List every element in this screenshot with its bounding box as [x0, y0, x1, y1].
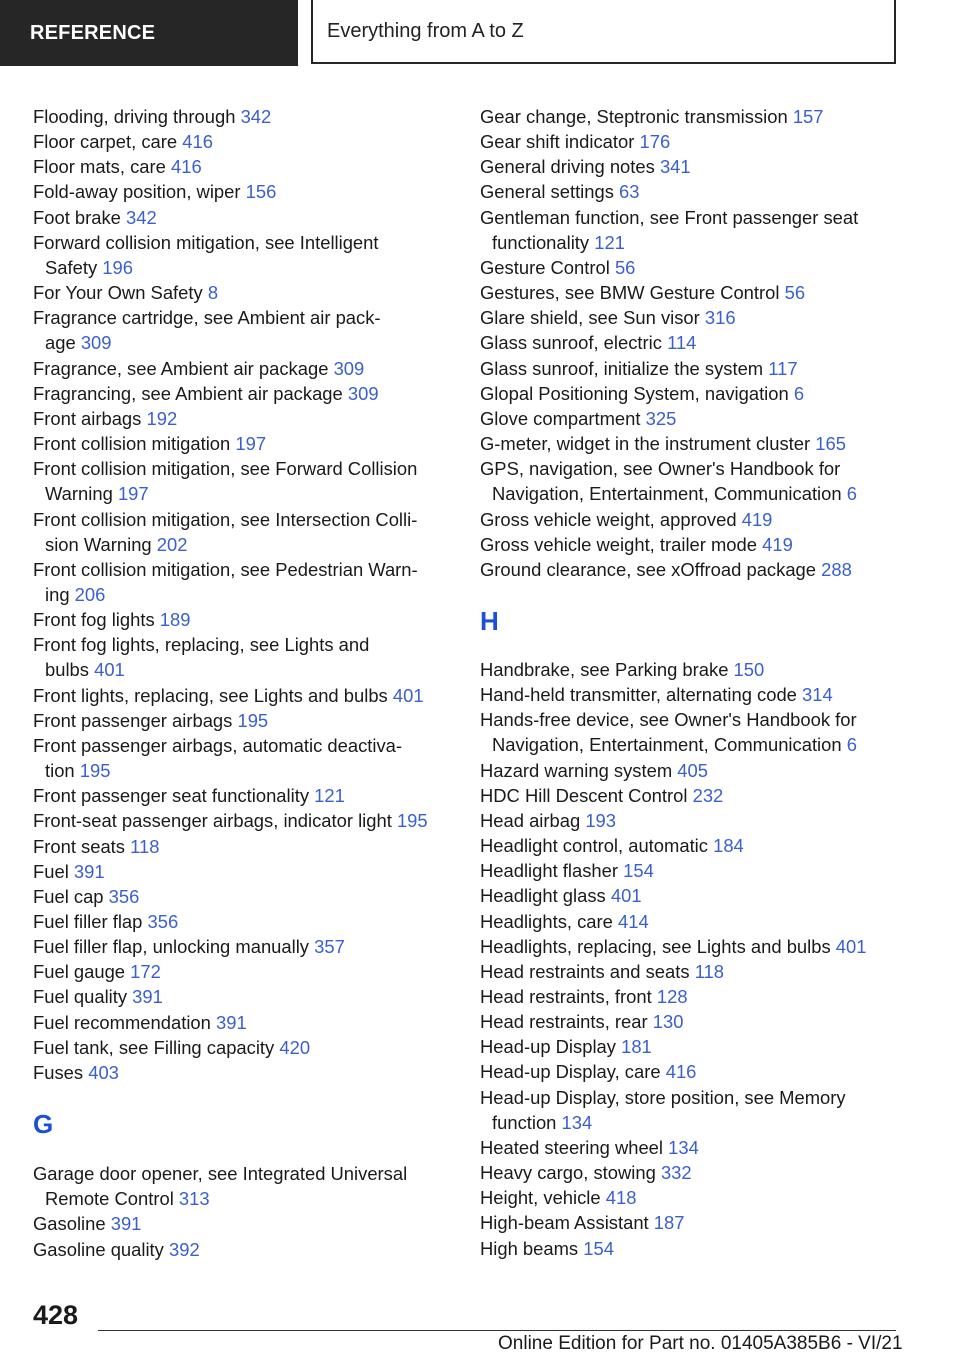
index-entry: [480, 406, 900, 431]
page-reference-link[interactable]: 314: [802, 684, 833, 706]
entry-term: Hand-held transmitter, alternating code: [480, 684, 797, 706]
page-reference-link[interactable]: 63: [619, 181, 640, 203]
entry-term: Gestures, see BMW Gesture Control: [480, 282, 780, 304]
index-entry: [480, 883, 900, 908]
entry-term: Front-seat passenger airbags, indicator light: [33, 810, 392, 832]
index-entry: [33, 381, 453, 406]
index-entry: [480, 205, 900, 255]
entry-term: Head airbag: [480, 809, 581, 831]
entry-term: Head restraints, rear: [480, 1011, 648, 1033]
index-entry: [33, 884, 453, 909]
entry-term: Navigation, Entertainment, Communication: [492, 734, 842, 756]
index-entry: [480, 783, 900, 808]
entry-term: Headlights, replacing, see Lights and bulbs: [480, 935, 831, 957]
page-reference-link[interactable]: 134: [668, 1136, 699, 1158]
entry-term: Front collision mitigation: [33, 433, 231, 455]
edition-note: Online Edition for Part no. 01405A385B6 - VI/21: [498, 1333, 903, 1354]
entry-term: Gasoline: [33, 1213, 106, 1235]
entry-term: Floor mats, care: [33, 156, 166, 178]
entry-term: Fragrance cartridge, see Ambient air pack-: [33, 307, 381, 329]
index-entry: [33, 1060, 453, 1085]
index-list-h: [480, 657, 900, 1261]
page-reference-link[interactable]: 118: [694, 960, 725, 982]
page-reference-link[interactable]: 309: [347, 382, 379, 404]
index-entry: [33, 507, 453, 557]
entry-term: Fuel filler flap, unlocking manually: [33, 936, 309, 958]
index-entry: [480, 657, 900, 682]
index-entry: [33, 607, 453, 632]
entry-term: Front passenger airbags, automatic deactiva-: [33, 734, 403, 756]
entry-term: Gesture Control: [480, 256, 610, 278]
page-reference-link[interactable]: 176: [639, 131, 671, 153]
page-reference-link[interactable]: 332: [660, 1162, 692, 1184]
entry-term: Gear shift indicator: [480, 131, 635, 153]
index-entry: [33, 154, 453, 179]
page-reference-link[interactable]: 197: [235, 433, 267, 455]
entry-term: High-beam Assistant: [480, 1212, 649, 1234]
entry-term: Head restraints and seats: [480, 960, 690, 982]
index-entry: [480, 280, 900, 305]
entry-term: Glove compartment: [480, 407, 641, 429]
page-reference-link[interactable]: 172: [130, 961, 161, 983]
entry-term: Handbrake, see Parking brake: [480, 658, 729, 680]
page-reference-link[interactable]: 342: [126, 206, 157, 228]
page-reference-link[interactable]: 416: [665, 1061, 697, 1083]
index-entry: [33, 1161, 453, 1211]
index-entry: [480, 1059, 900, 1084]
index-entry: [33, 205, 453, 230]
entry-term: Front seats: [33, 835, 125, 857]
index-entry: [33, 733, 453, 783]
index-entry: [480, 356, 900, 381]
index-entry: [480, 532, 900, 557]
entry-term: Head restraints, front: [480, 986, 652, 1007]
index-entry: [33, 984, 453, 1009]
page-number: 428: [33, 1300, 79, 1330]
index-entry: [33, 557, 453, 607]
index-entry: [480, 1009, 900, 1034]
index-entry: [480, 1236, 900, 1261]
index-entry: [33, 783, 453, 808]
index-entry: [480, 255, 900, 280]
chapter-title: Everything from A to Z: [311, 0, 896, 64]
entry-term: Fuel cap: [33, 885, 104, 907]
index-entry: [480, 758, 900, 783]
section-tab: REFERENCE: [0, 0, 298, 66]
index-entry: [480, 707, 900, 757]
entry-term: Hands-free device, see Owner's Handbook for: [480, 709, 857, 731]
entry-term: Headlights, care: [480, 910, 613, 932]
index-entry: [33, 834, 453, 859]
page-reference-link[interactable]: 391: [216, 1011, 247, 1033]
page-reference-link[interactable]: 181: [621, 1036, 652, 1058]
entry-term: Front airbags: [33, 407, 142, 429]
index-entry: [33, 632, 453, 682]
page-reference-link[interactable]: 313: [178, 1188, 210, 1210]
entry-term: Fuel: [33, 860, 69, 882]
index-entry: [480, 431, 900, 456]
page-reference-link[interactable]: 157: [792, 106, 824, 127]
page-reference-link[interactable]: 391: [110, 1213, 142, 1235]
page-reference-link[interactable]: 195: [237, 709, 269, 731]
index-entry: [33, 1237, 453, 1262]
entry-term: Height, vehicle: [480, 1187, 601, 1209]
index-entry: [480, 959, 900, 984]
entry-term: Glare shield, see Sun visor: [480, 307, 700, 329]
page-reference-link[interactable]: 195: [79, 760, 111, 782]
index-entry: [33, 708, 453, 733]
entry-term: Remote Control: [45, 1188, 174, 1210]
page-reference-link[interactable]: 195: [396, 810, 428, 832]
entry-term: Headlight flasher: [480, 860, 619, 882]
index-entry: [33, 1035, 453, 1060]
page-reference-link[interactable]: 309: [80, 332, 112, 354]
entry-term: Head-up Display: [480, 1036, 616, 1058]
page-reference-link[interactable]: 342: [240, 106, 272, 127]
letter-heading-h: H: [480, 605, 499, 636]
index-entry: [480, 1210, 900, 1235]
entry-term: Hazard warning system: [480, 759, 673, 781]
page-reference-link[interactable]: 118: [130, 835, 160, 857]
index-entry: [480, 456, 900, 506]
entry-term: Ground clearance, see xOffroad package: [480, 558, 817, 580]
entry-term: Safety: [45, 256, 98, 278]
page-reference-link[interactable]: 114: [667, 332, 697, 354]
page-reference-link[interactable]: 420: [279, 1036, 311, 1058]
entry-term: Front lights, replacing, see Lights and bulbs: [33, 684, 388, 706]
entry-term: Heavy cargo, stowing: [480, 1162, 656, 1184]
index-entry: [33, 859, 453, 884]
entry-term: tion: [45, 760, 75, 782]
entry-term: Gasoline quality: [33, 1238, 164, 1260]
page-reference-link[interactable]: 6: [846, 734, 857, 756]
page-reference-link[interactable]: 309: [333, 357, 365, 379]
entry-term: Foot brake: [33, 206, 121, 228]
page-reference-link[interactable]: 401: [835, 935, 867, 957]
letter-heading-g: G: [33, 1109, 54, 1140]
page-reference-link[interactable]: 189: [159, 609, 191, 631]
entry-term: Front fog lights: [33, 609, 155, 631]
entry-term: Headlight control, automatic: [480, 835, 708, 857]
entry-term: Head-up Display, care: [480, 1061, 661, 1083]
entry-term: Fragrance, see Ambient air package: [33, 357, 329, 379]
entry-term: bulbs: [45, 659, 89, 681]
page-reference-link[interactable]: 401: [94, 659, 125, 681]
page-reference-link[interactable]: 392: [168, 1238, 200, 1260]
index-entry: [33, 1211, 453, 1236]
entry-term: Head-up Display, store position, see Memory: [480, 1086, 846, 1108]
index-entry: [480, 1160, 900, 1185]
entry-term: Glopal Positioning System, navigation: [480, 382, 789, 404]
page-reference-link[interactable]: 192: [146, 407, 178, 429]
entry-term: Heated steering wheel: [480, 1136, 663, 1158]
entry-term: Fold-away position, wiper: [33, 181, 241, 203]
entry-term: Front collision mitigation, see Intersection Colli-: [33, 508, 418, 530]
page-reference-link[interactable]: 357: [314, 936, 345, 958]
entry-term: Front collision mitigation, see Forward Collision: [33, 458, 418, 480]
index-entry: [480, 381, 900, 406]
index-entry: [33, 808, 453, 833]
page-reference-link[interactable]: 416: [182, 131, 213, 153]
index-entry: [33, 129, 453, 154]
index-entry: [33, 406, 453, 431]
entry-term: Gross vehicle weight, approved: [480, 508, 737, 530]
page-reference-link[interactable]: 316: [704, 307, 736, 329]
page-header: [0, 0, 960, 66]
entry-term: sion Warning: [45, 533, 152, 555]
index-entry: [480, 154, 900, 179]
page-reference-link[interactable]: 356: [108, 885, 140, 907]
page-reference-link[interactable]: 121: [594, 231, 625, 253]
page-reference-link[interactable]: 56: [614, 256, 636, 278]
index-entry: [480, 1185, 900, 1210]
page-reference-link[interactable]: 154: [583, 1237, 614, 1259]
index-entry: [480, 909, 900, 934]
page-reference-link[interactable]: 117: [768, 357, 798, 379]
page-reference-link[interactable]: 6: [846, 483, 857, 505]
page-reference-link[interactable]: 165: [815, 433, 846, 455]
entry-term: Fuel recommendation: [33, 1011, 211, 1033]
page-reference-link[interactable]: 184: [713, 835, 744, 857]
entry-term: General driving notes: [480, 156, 655, 178]
entry-term: G-meter, widget in the instrument cluster: [480, 433, 811, 455]
index-entry: [480, 330, 900, 355]
index-entry: [480, 305, 900, 330]
index-list-g-cont: [480, 104, 900, 582]
entry-term: Floor carpet, care: [33, 131, 178, 153]
page-reference-link[interactable]: 419: [762, 533, 793, 555]
index-entry: [33, 280, 453, 305]
entry-term: Fuel tank, see Filling capacity: [33, 1036, 275, 1058]
index-entry: [33, 356, 453, 381]
entry-term: Flooding, driving through: [33, 106, 236, 127]
page-reference-link[interactable]: 401: [610, 885, 642, 907]
page-reference-link[interactable]: 202: [156, 533, 188, 555]
index-entry: [480, 1034, 900, 1059]
index-entry: [33, 683, 453, 708]
entry-term: HDC Hill Descent Control: [480, 784, 688, 806]
index-entry: [33, 230, 453, 280]
index-entry: [33, 456, 453, 506]
index-entry: [33, 909, 453, 934]
page-reference-link[interactable]: 130: [652, 1011, 684, 1033]
index-entry: [480, 984, 900, 1009]
entry-term: Garage door opener, see Integrated Universal: [33, 1163, 408, 1185]
page-reference-link[interactable]: 391: [73, 860, 105, 882]
index-entry: [480, 179, 900, 204]
page-reference-link[interactable]: 414: [618, 910, 649, 932]
entry-term: High beams: [480, 1237, 579, 1259]
index-entry: [480, 129, 900, 154]
index-entry: [480, 1085, 900, 1135]
index-entry: [33, 959, 453, 984]
entry-term: ing: [45, 583, 70, 605]
entry-term: Navigation, Entertainment, Communication: [492, 483, 842, 505]
page-reference-link[interactable]: 356: [147, 911, 179, 932]
entry-term: GPS, navigation, see Owner's Handbook for: [480, 458, 841, 480]
page-reference-link[interactable]: 128: [656, 986, 688, 1007]
page-reference-link[interactable]: 232: [692, 784, 724, 806]
page-reference-link[interactable]: 419: [741, 508, 773, 530]
page-reference-link[interactable]: 8: [207, 282, 219, 304]
entry-term: Headlight glass: [480, 885, 606, 907]
index-entry: [480, 557, 900, 582]
index-list-g: [33, 1161, 453, 1262]
page-reference-link[interactable]: 154: [623, 860, 654, 882]
index-entry: [480, 1135, 900, 1160]
entry-term: Gear change, Steptronic transmission: [480, 106, 788, 127]
index-column-right: [480, 104, 900, 1261]
index-entry: [480, 934, 900, 959]
index-entry: [480, 104, 900, 129]
page-reference-link[interactable]: 403: [88, 1061, 119, 1083]
page-reference-link[interactable]: 6: [793, 382, 805, 404]
entry-term: Gentleman function, see Front passenger seat: [480, 206, 859, 228]
page-reference-link[interactable]: 418: [605, 1187, 637, 1209]
page-reference-link[interactable]: 187: [653, 1212, 685, 1234]
entry-term: General settings: [480, 181, 614, 203]
entry-term: Fuel gauge: [33, 961, 126, 983]
entry-term: Forward collision mitigation, see Intelligent: [33, 231, 379, 253]
entry-term: Front passenger airbags: [33, 709, 233, 731]
page-reference-link[interactable]: 416: [170, 156, 202, 178]
page-reference-link[interactable]: 341: [659, 156, 691, 178]
page-reference-link[interactable]: 325: [645, 407, 677, 429]
entry-term: Front fog lights, replacing, see Lights and: [33, 634, 370, 656]
index-entry: [33, 179, 453, 204]
index-entry: [480, 833, 900, 858]
page-reference-link[interactable]: 391: [132, 986, 163, 1008]
index-entry: [480, 808, 900, 833]
page-reference-link[interactable]: 206: [74, 583, 106, 605]
entry-term: Gross vehicle weight, trailer mode: [480, 533, 757, 555]
index-list-f: [33, 104, 453, 1085]
entry-term: For Your Own Safety: [33, 282, 203, 304]
entry-term: Fuel quality: [33, 986, 128, 1008]
entry-term: Fuses: [33, 1061, 84, 1083]
entry-term: function: [492, 1111, 557, 1133]
index-entry: [33, 104, 453, 129]
footer-divider: [98, 1330, 896, 1331]
page-reference-link[interactable]: 121: [314, 785, 345, 807]
index-column-left: [33, 104, 453, 1262]
entry-term: Warning: [45, 483, 113, 505]
index-entry: [33, 431, 453, 456]
entry-term: Glass sunroof, electric: [480, 332, 662, 354]
page-reference-link[interactable]: 196: [102, 256, 133, 278]
page-reference-link[interactable]: 156: [245, 181, 277, 203]
page-reference-link[interactable]: 288: [821, 558, 852, 580]
entry-term: Front passenger seat functionality: [33, 785, 310, 807]
page-reference-link[interactable]: 150: [733, 658, 765, 680]
entry-term: Glass sunroof, initialize the system: [480, 357, 764, 379]
index-entry: [33, 1010, 453, 1035]
index-entry: [480, 858, 900, 883]
index-entry: [480, 682, 900, 707]
page-reference-link[interactable]: 197: [117, 483, 149, 505]
entry-term: age: [45, 332, 76, 354]
page-reference-link[interactable]: 405: [677, 759, 708, 781]
page-reference-link[interactable]: 134: [561, 1111, 593, 1133]
index-entry: [480, 507, 900, 532]
entry-term: Fragrancing, see Ambient air package: [33, 382, 343, 404]
page-reference-link[interactable]: 56: [784, 282, 806, 304]
page-reference-link[interactable]: 193: [585, 809, 617, 831]
index-entry: [33, 305, 453, 355]
entry-term: Fuel filler flap: [33, 911, 143, 932]
page-reference-link[interactable]: 401: [392, 684, 424, 706]
entry-term: Front collision mitigation, see Pedestrian Warn-: [33, 558, 418, 580]
index-entry: [33, 934, 453, 959]
entry-term: functionality: [492, 231, 590, 253]
